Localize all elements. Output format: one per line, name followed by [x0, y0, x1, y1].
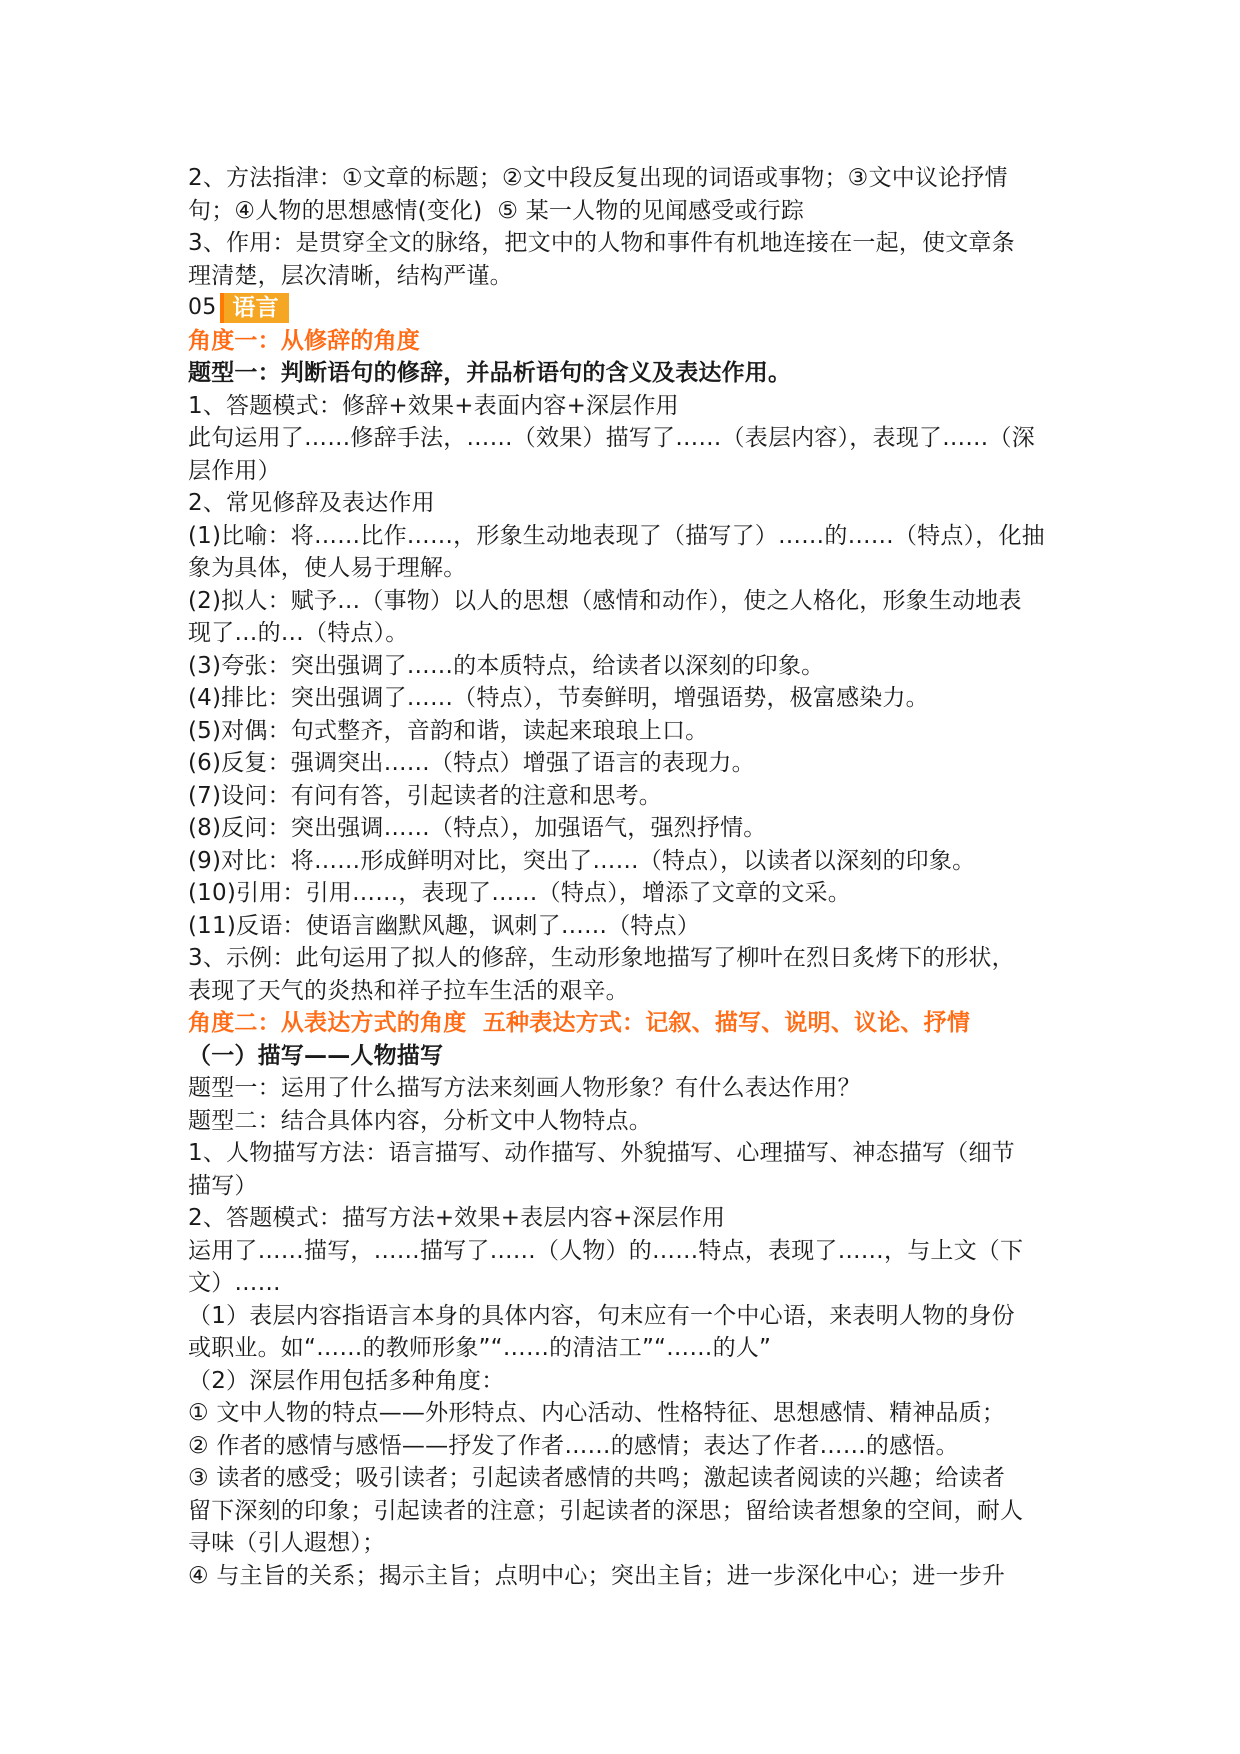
text-line: 文）……	[188, 1270, 281, 1296]
text-line: (11)反语：使语言幽默风趣，讽刺了……（特点）	[188, 912, 701, 939]
text-line: (10)引用：引用……，表现了……（特点），增添了文章的文采。	[188, 880, 851, 906]
text-line: 2、答题模式：描写方法+效果+表层内容+深层作用	[188, 1205, 726, 1231]
text-line: 描写）	[188, 1172, 258, 1199]
text-line: 1、答题模式：修辞+效果+表面内容+深层作用	[188, 392, 679, 419]
text-line: 留下深刻的印象；引起读者的注意；引起读者的深思；留给读者想象的空间，耐人	[188, 1497, 1024, 1524]
text-line: 象为具体，使人易于理解。	[188, 555, 467, 581]
text-line: 2、方法指津：①文章的标题；②文中段反复出现的词语或事物；③文中议论抒情	[188, 165, 1008, 191]
text-line: (1)比喻：将……比作……，形象生动地表现了（描写了）……的……（特点），化抽	[188, 522, 1045, 549]
rhetoric-section	[188, 390, 1054, 1008]
text-line: ④ 与主旨的关系；揭示主旨；点明中心；突出主旨；进一步深化中心；进一步升	[188, 1562, 1006, 1589]
text-line: 寻味（引人遐想）；	[188, 1530, 386, 1556]
text-line: （1）表层内容指语言本身的具体内容，句末应有一个中心语，来表明人物的身份	[188, 1302, 1015, 1329]
text-line: 理清楚，层次清晰，结构严谨。	[188, 262, 513, 289]
question-type-one-heading: 题型一：判断语句的修辞，并品析语句的含义及表达作用。	[188, 360, 792, 386]
text-line: (3)夸张：突出强调了……的本质特点，给读者以深刻的印象。	[188, 652, 825, 679]
text-line: 题型二：结合具体内容，分析文中人物特点。	[188, 1107, 652, 1134]
description-subheading: （一）描写——人物描写	[188, 1042, 444, 1069]
angle-one-heading: 角度一：从修辞的角度	[188, 327, 420, 354]
section-number: 05	[188, 295, 217, 320]
section-header	[188, 292, 1054, 325]
text-line: 1、人物描写方法：语言描写、动作描写、外貌描写、心理描写、神态描写（细节	[188, 1140, 1015, 1166]
method-section	[188, 162, 1054, 292]
text-line: 运用了……描写，……描写了……（人物）的……特点，表现了……，与上文（下	[188, 1237, 1024, 1264]
text-line: 题型一：运用了什么描写方法来刻画人物形象？有什么表达作用？	[188, 1075, 861, 1101]
text-line: 3、示例：此句运用了拟人的修辞，生动形象地描写了柳叶在烈日炙烤下的形状，	[188, 945, 1015, 971]
text-line: 句；④人物的思想感情(变化) ⑤ 某一人物的见闻感受或行踪	[188, 197, 805, 224]
text-line: 层作用）	[188, 457, 281, 484]
text-line: 表现了天气的炎热和祥子拉车生活的艰辛。	[188, 977, 629, 1004]
text-line: 2、常见修辞及表达作用	[188, 490, 435, 516]
text-line: (5)对偶：句式整齐，音韵和谐，读起来琅琅上口。	[188, 717, 709, 744]
text-line: (9)对比：将……形成鲜明对比，突出了……（特点），以读者以深刻的印象。	[188, 847, 976, 874]
text-line: 或职业。如“……的教师形象”“……的清洁工”“……的人”	[188, 1335, 772, 1361]
text-line: ② 作者的感情与感悟——抒发了作者……的感情；表达了作者……的感悟。	[188, 1432, 959, 1459]
text-line: 此句运用了……修辞手法，……（效果）描写了……（表层内容），表现了……（深	[188, 425, 1035, 451]
text-line: ③ 读者的感受；吸引读者；引起读者感情的共鸣；激起读者阅读的兴趣；给读者	[188, 1465, 1006, 1491]
section-title-badge: 语言	[220, 293, 288, 323]
text-line: 3、作用：是贯穿全文的脉络，把文中的人物和事件有机地连接在一起，使文章条	[188, 230, 1015, 256]
text-line: (8)反问：突出强调……（特点），加强语气，强烈抒情。	[188, 815, 767, 841]
text-line: (6)反复：强调突出……（特点）增强了语言的表现力。	[188, 750, 755, 776]
angle-two-heading: 角度二：从表达方式的角度 五种表达方式：记叙、描写、说明、议论、抒情	[188, 1010, 971, 1036]
text-line: ① 文中人物的特点——外形特点、内心活动、性格特征、思想感情、精神品质；	[188, 1400, 1006, 1426]
text-line: （2）深层作用包括多种角度：	[188, 1367, 505, 1394]
text-line: (7)设问：有问有答，引起读者的注意和思考。	[188, 782, 662, 809]
text-line: 现了…的…（特点）。	[188, 620, 409, 646]
text-line: (2)拟人：赋予…（事物）以人的思想（感情和动作），使之人格化，形象生动地表	[188, 587, 1022, 614]
description-section	[188, 1072, 1054, 1592]
text-line: (4)排比：突出强调了……（特点），节奏鲜明，增强语势，极富感染力。	[188, 685, 929, 711]
